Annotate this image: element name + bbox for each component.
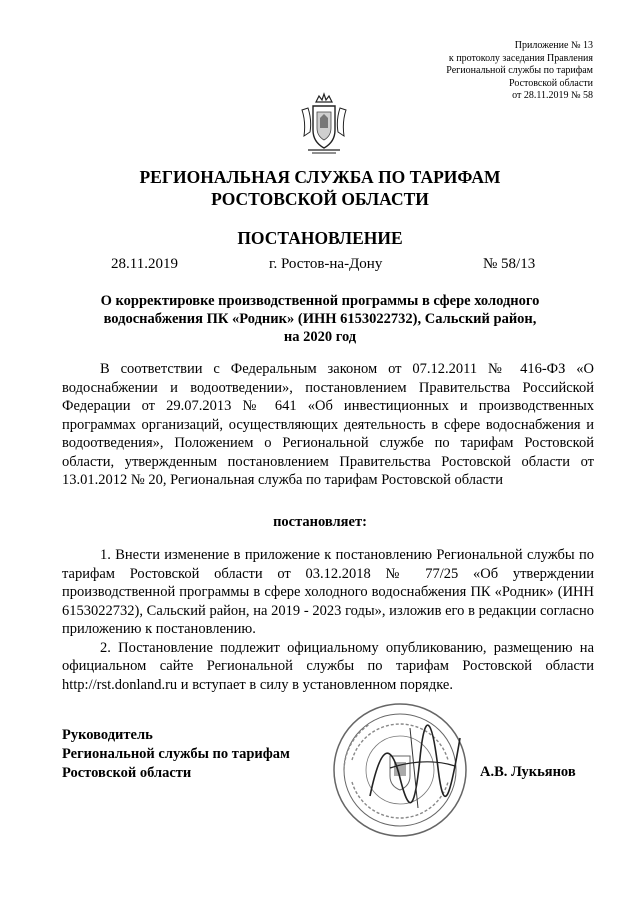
- organization-title: [0, 166, 640, 210]
- preamble-paragraph: В соответствии с Федеральным законом от 07.12.2011 № 416-ФЗ «О водоснабжении и водоотведении», постановлением Правительства Российской Федерации от 29.07.2013 № 641 «Об инвестиционных и производственных программах организаций, осуществляющих деятельность в сфере водоснабжения и водоотведения», Положением о Региональной службе по тарифам Ростовской области, утвержденным постановлением Правительства Ростовской области от 13.01.2012 № 20, Региональная служба по тарифам Ростовской области: [62, 361, 594, 488]
- document-number: № 58/13: [483, 256, 536, 272]
- coat-of-arms-icon: [298, 92, 350, 156]
- appendix-line: Ростовской области: [509, 77, 593, 89]
- decree-word: постановляет:: [273, 514, 367, 530]
- document-type: ПОСТАНОВЛЕНИЕ: [237, 228, 403, 248]
- signer-title: [62, 726, 290, 783]
- document-subject: [70, 292, 570, 346]
- signer-name: А.В. Лукьянов: [480, 764, 576, 780]
- appendix-line: от 28.11.2019 № 58: [512, 90, 593, 101]
- appendix-line: к протоколу заседания Правления: [448, 52, 593, 64]
- appendix-line: Региональной службы по тарифам: [446, 65, 593, 76]
- document-city: г. Ростов-на-Дону: [269, 256, 383, 272]
- appendix-note: [333, 40, 593, 103]
- signer-title-line: Руководитель: [62, 727, 153, 743]
- org-title-line: РОСТОВСКОЙ ОБЛАСТИ: [211, 189, 429, 209]
- resolution-item: 2. Постановление подлежит официальному опубликованию, размещению на официальном сайте Региональной службы по тарифам Ростовской области http://rst.donland.ru и вступает в силу в установленном порядке.: [62, 639, 594, 693]
- document-date: 28.11.2019: [111, 256, 178, 272]
- handwritten-signature: [360, 708, 470, 818]
- signer-title-line: Ростовской области: [62, 765, 192, 781]
- subject-line: О корректировке производственной программы в сфере холодного: [100, 293, 540, 309]
- appendix-line: Приложение № 13: [514, 40, 593, 51]
- subject-line: водоснабжения ПК «Родник» (ИНН 6153022732), Сальский район,: [103, 311, 537, 327]
- preamble-section: [62, 360, 594, 490]
- subject-line: на 2020 год: [283, 329, 357, 345]
- document-meta: [0, 256, 640, 276]
- signer-title-line: Региональной службы по тарифам: [62, 746, 290, 762]
- resolution-item: 1. Внести изменение в приложение к постановлению Региональной службы по тарифам Ростовской области от 03.12.2018 № 77/25 «Об утверждении производственной программы в сфере холодного водоснабжения ПК «Родник» (ИНН 6153022732), Сальский район, на 2019 - 2023 годы», изложив его в редакции согласно приложению к постановлению.: [62, 547, 594, 637]
- resolution-items: [62, 546, 594, 694]
- org-title-line: РЕГИОНАЛЬНАЯ СЛУЖБА ПО ТАРИФАМ: [139, 167, 501, 187]
